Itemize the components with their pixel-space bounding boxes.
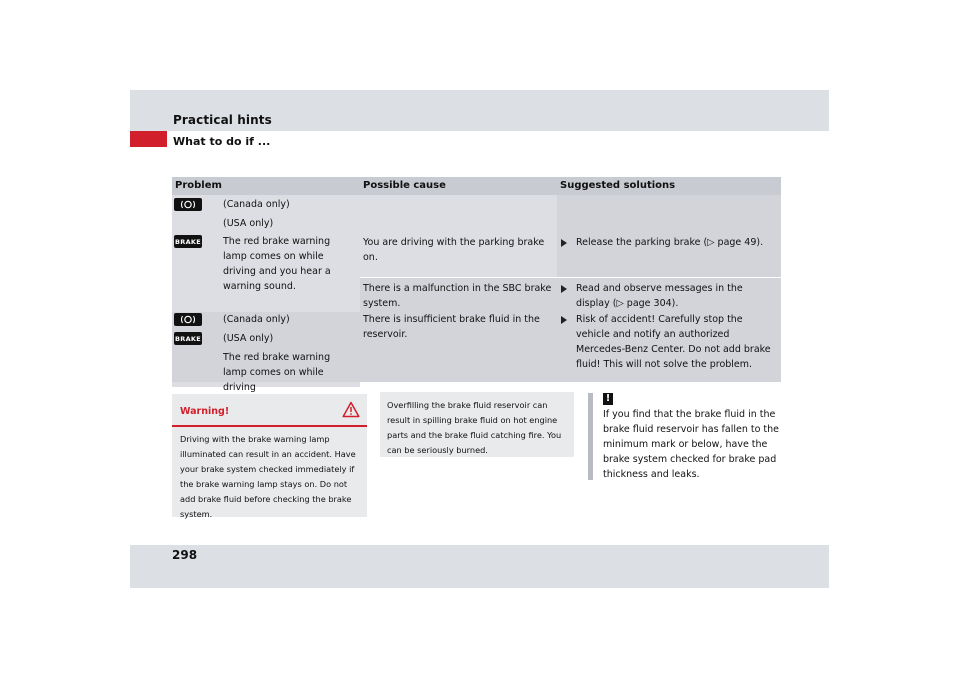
- brake-text-icon: BRAKE: [174, 235, 202, 248]
- solution-cell-1: [557, 195, 781, 277]
- page-number: 298: [172, 548, 198, 562]
- problem-description: The red brake warning lamp comes on while driving and you hear a warning sound.: [223, 236, 331, 292]
- troubleshooting-table: [172, 177, 781, 393]
- cause-text: There is a malfunction in the SBC brake system.: [363, 283, 552, 309]
- caution-bar: [588, 393, 593, 480]
- subsection-title: What to do if ...: [173, 135, 271, 148]
- caution-icon: !: [603, 393, 613, 405]
- section-marker: [130, 131, 167, 147]
- cause-cell-2: [360, 278, 557, 312]
- problem-note-usa: (USA only): [223, 333, 274, 344]
- note-box: [380, 392, 574, 457]
- problem-note-canada: (Canada only): [223, 314, 290, 325]
- footer-band: [130, 545, 829, 588]
- warning-divider: [172, 425, 367, 427]
- warning-text: Driving with the brake warning lamp illuminated can result in an accident. Have your brake system checked immediately if the brake warning lamp stays on. Do not add brake fluid before checking the brake system.: [180, 434, 356, 519]
- cause-text: There is insufficient brake fluid in the reservoir.: [363, 314, 540, 340]
- column-header-problem: Problem: [175, 180, 222, 191]
- solution-cell-2: [557, 278, 781, 312]
- brake-circle-icon: [174, 313, 202, 326]
- section-title: Practical hints: [173, 113, 272, 127]
- triangle-arrow-icon: [561, 316, 567, 324]
- solution-text: Risk of accident! Carefully stop the vehicle and notify an authorized Mercedes-Benz Center. Do not add brake fluid! This will not solve the problem.: [576, 314, 771, 370]
- warning-triangle-icon: [342, 401, 360, 418]
- solution-text: Read and observe messages in the display (▷ page 304).: [576, 283, 743, 309]
- problem-cell-2: [172, 312, 360, 393]
- solution-cell-3: [557, 312, 781, 382]
- warning-title: Warning!: [180, 406, 230, 417]
- problem-description: The red brake warning lamp comes on while driving: [223, 352, 331, 393]
- triangle-arrow-icon: [561, 285, 567, 293]
- cause-text: You are driving with the parking brake on.: [363, 237, 545, 263]
- column-header-cause: Possible cause: [363, 180, 446, 191]
- column-header-solution: Suggested solutions: [560, 180, 676, 191]
- solution-text: Release the parking brake (▷ page 49).: [576, 237, 764, 248]
- cause-cell-3: [360, 312, 557, 382]
- problem-note-usa: (USA only): [223, 218, 274, 229]
- problem-note-canada: (Canada only): [223, 199, 290, 210]
- brake-circle-icon: [174, 198, 202, 211]
- caution-text: If you find that the brake fluid in the brake fluid reservoir has fallen to the minimum mark or below, have the brake system checked for brake pad thickness and leaks.: [603, 409, 780, 480]
- triangle-arrow-icon: [561, 239, 567, 247]
- table-header-row: [172, 177, 781, 195]
- note-text: Overfilling the brake fluid reservoir can result in spilling brake fluid on hot engine parts and the brake fluid catching fire. You can be seriously burned.: [387, 400, 562, 455]
- warning-box: [172, 394, 367, 517]
- brake-text-icon: BRAKE: [174, 332, 202, 345]
- cause-cell-1: [360, 195, 557, 277]
